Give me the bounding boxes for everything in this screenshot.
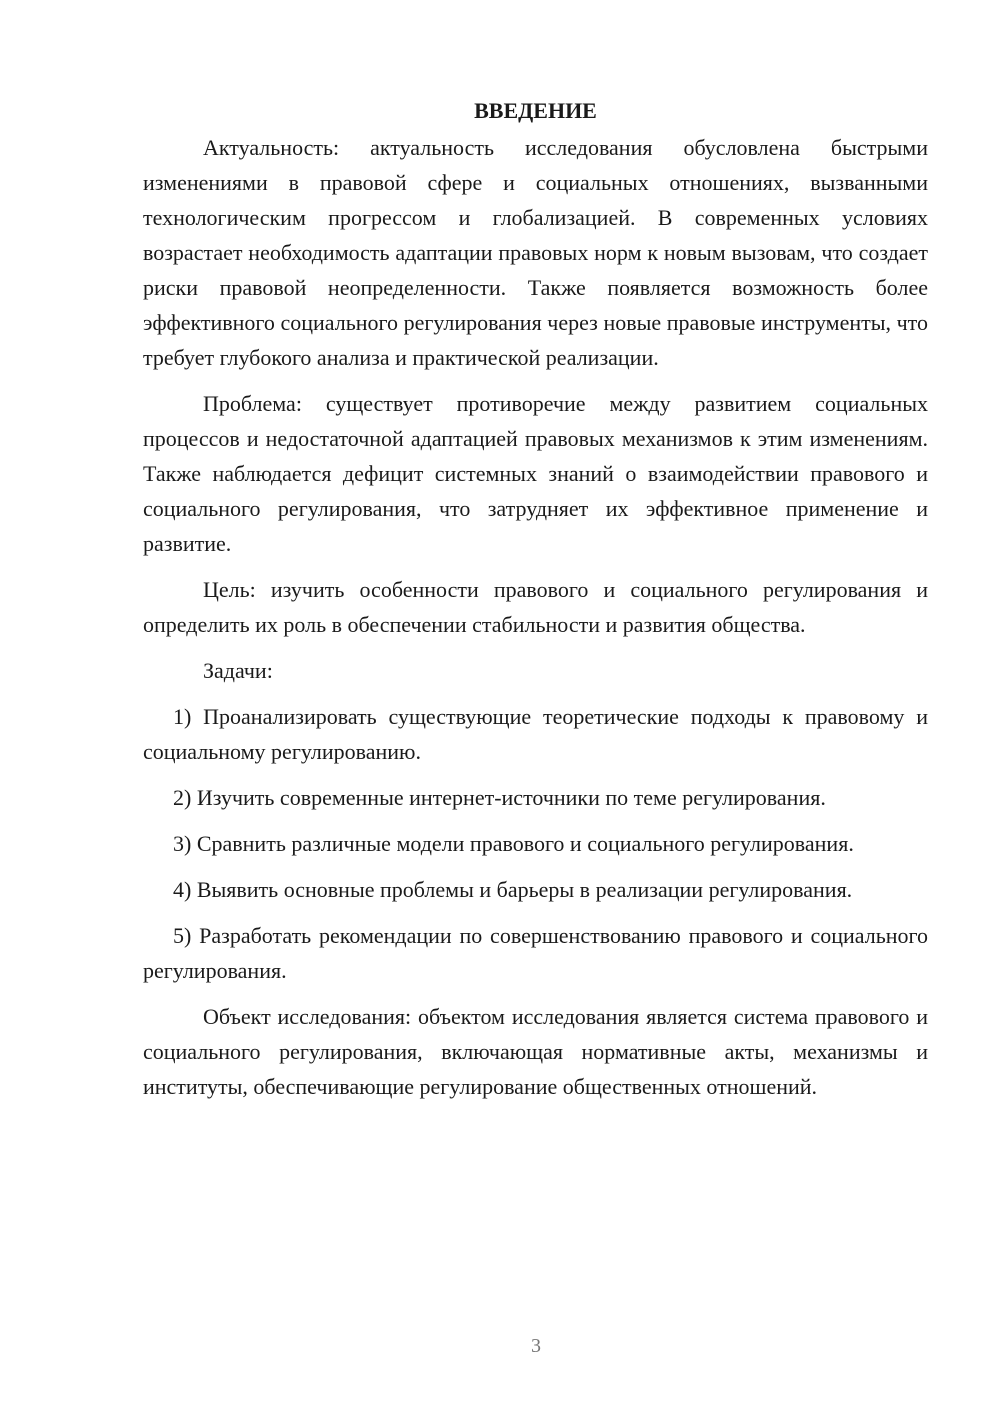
goal-paragraph: Цель: изучить особенности правового и социального регулирования и определить их роль в обеспечении стабильности и развития общества.	[143, 577, 928, 637]
document-page	[143, 96, 928, 1115]
task-item: 1) Проанализировать существующие теоретические подходы к правовому и социальному регулированию.	[143, 704, 928, 764]
section-title: ВВЕДЕНИЕ	[474, 98, 597, 123]
task-item: 3) Сравнить различные модели правового и социального регулирования.	[173, 831, 854, 856]
relevance-paragraph: Актуальность: актуальность исследования обусловлена быстрыми изменениями в правовой сфере и социальных отношениях, вызванными технологическим прогрессом и глобализацией. В современных условиях возрастает необходимость адаптации правовых норм к новым вызовам, что создает риски правовой неопределенности. Также появляется возможность более эффективного социального регулирования через новые правовые инструменты, что требует глубокого анализа и практической реализации.	[143, 135, 928, 370]
page-number: 3	[531, 1335, 541, 1357]
task-item: 5) Разработать рекомендации по совершенствованию правового и социального регулирования.	[143, 923, 928, 983]
tasks-heading: Задачи:	[203, 658, 273, 683]
object-paragraph: Объект исследования: объектом исследования является система правового и социального регулирования, включающая нормативные акты, механизмы и институты, обеспечивающие регулирование общественных отношений.	[143, 1004, 928, 1099]
task-item: 2) Изучить современные интернет-источники по теме регулирования.	[173, 785, 826, 810]
task-item: 4) Выявить основные проблемы и барьеры в реализации регулирования.	[173, 877, 853, 902]
problem-paragraph: Проблема: существует противоречие между развитием социальных процессов и недостаточной адаптацией правовых механизмов к этим изменениям. Также наблюдается дефицит системных знаний о взаимодействии правового и социального регулирования, что затрудняет их эффективное применение и развитие.	[143, 391, 928, 556]
